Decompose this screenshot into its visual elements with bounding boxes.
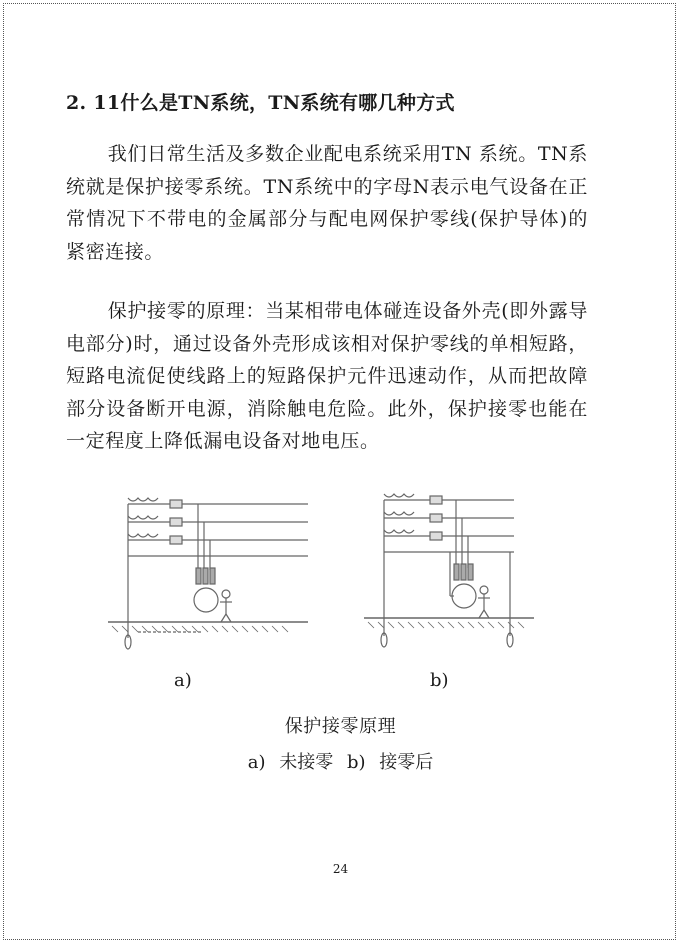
figure-caption: 保护接零原理 bbox=[284, 716, 397, 737]
paragraph-1-text: 我们日常生活及多数企业配电系统采用TN 系统。TN系统就是保护接零系统。TN系统中的字母N表示电气设备在正常情况下不带电的金属部分与配电网保护零线(保护导体)的紧密连接。 bbox=[66, 143, 588, 263]
page-number: 24 bbox=[332, 862, 349, 876]
section-heading: 2. 11什么是TN系统，TN系统有哪几种方式 bbox=[66, 92, 455, 114]
paragraph-tn-definition bbox=[66, 138, 588, 268]
paragraph-2-text: 保护接零的原理：当某相带电体碰连设备外壳(即外露导电部分)时，通过设备外壳形成该相对保护零线的单相短路，短路电流促使线路上的短路保护元件迅速动作，从而把故障部分设备断开电源，消除触电危险。此外，保护接零也能在一定程度上降低漏电设备对地电压。 bbox=[66, 300, 588, 452]
diagram-b-neutral-connected bbox=[364, 490, 534, 665]
figure-subcaption: a) 未接零 b) 接零后 bbox=[247, 752, 434, 773]
figure-label-a: a) bbox=[174, 670, 192, 691]
figure-label-b: b) bbox=[430, 670, 449, 691]
paragraph-protection-principle bbox=[66, 295, 588, 458]
diagram-a-unconnected bbox=[108, 490, 308, 665]
